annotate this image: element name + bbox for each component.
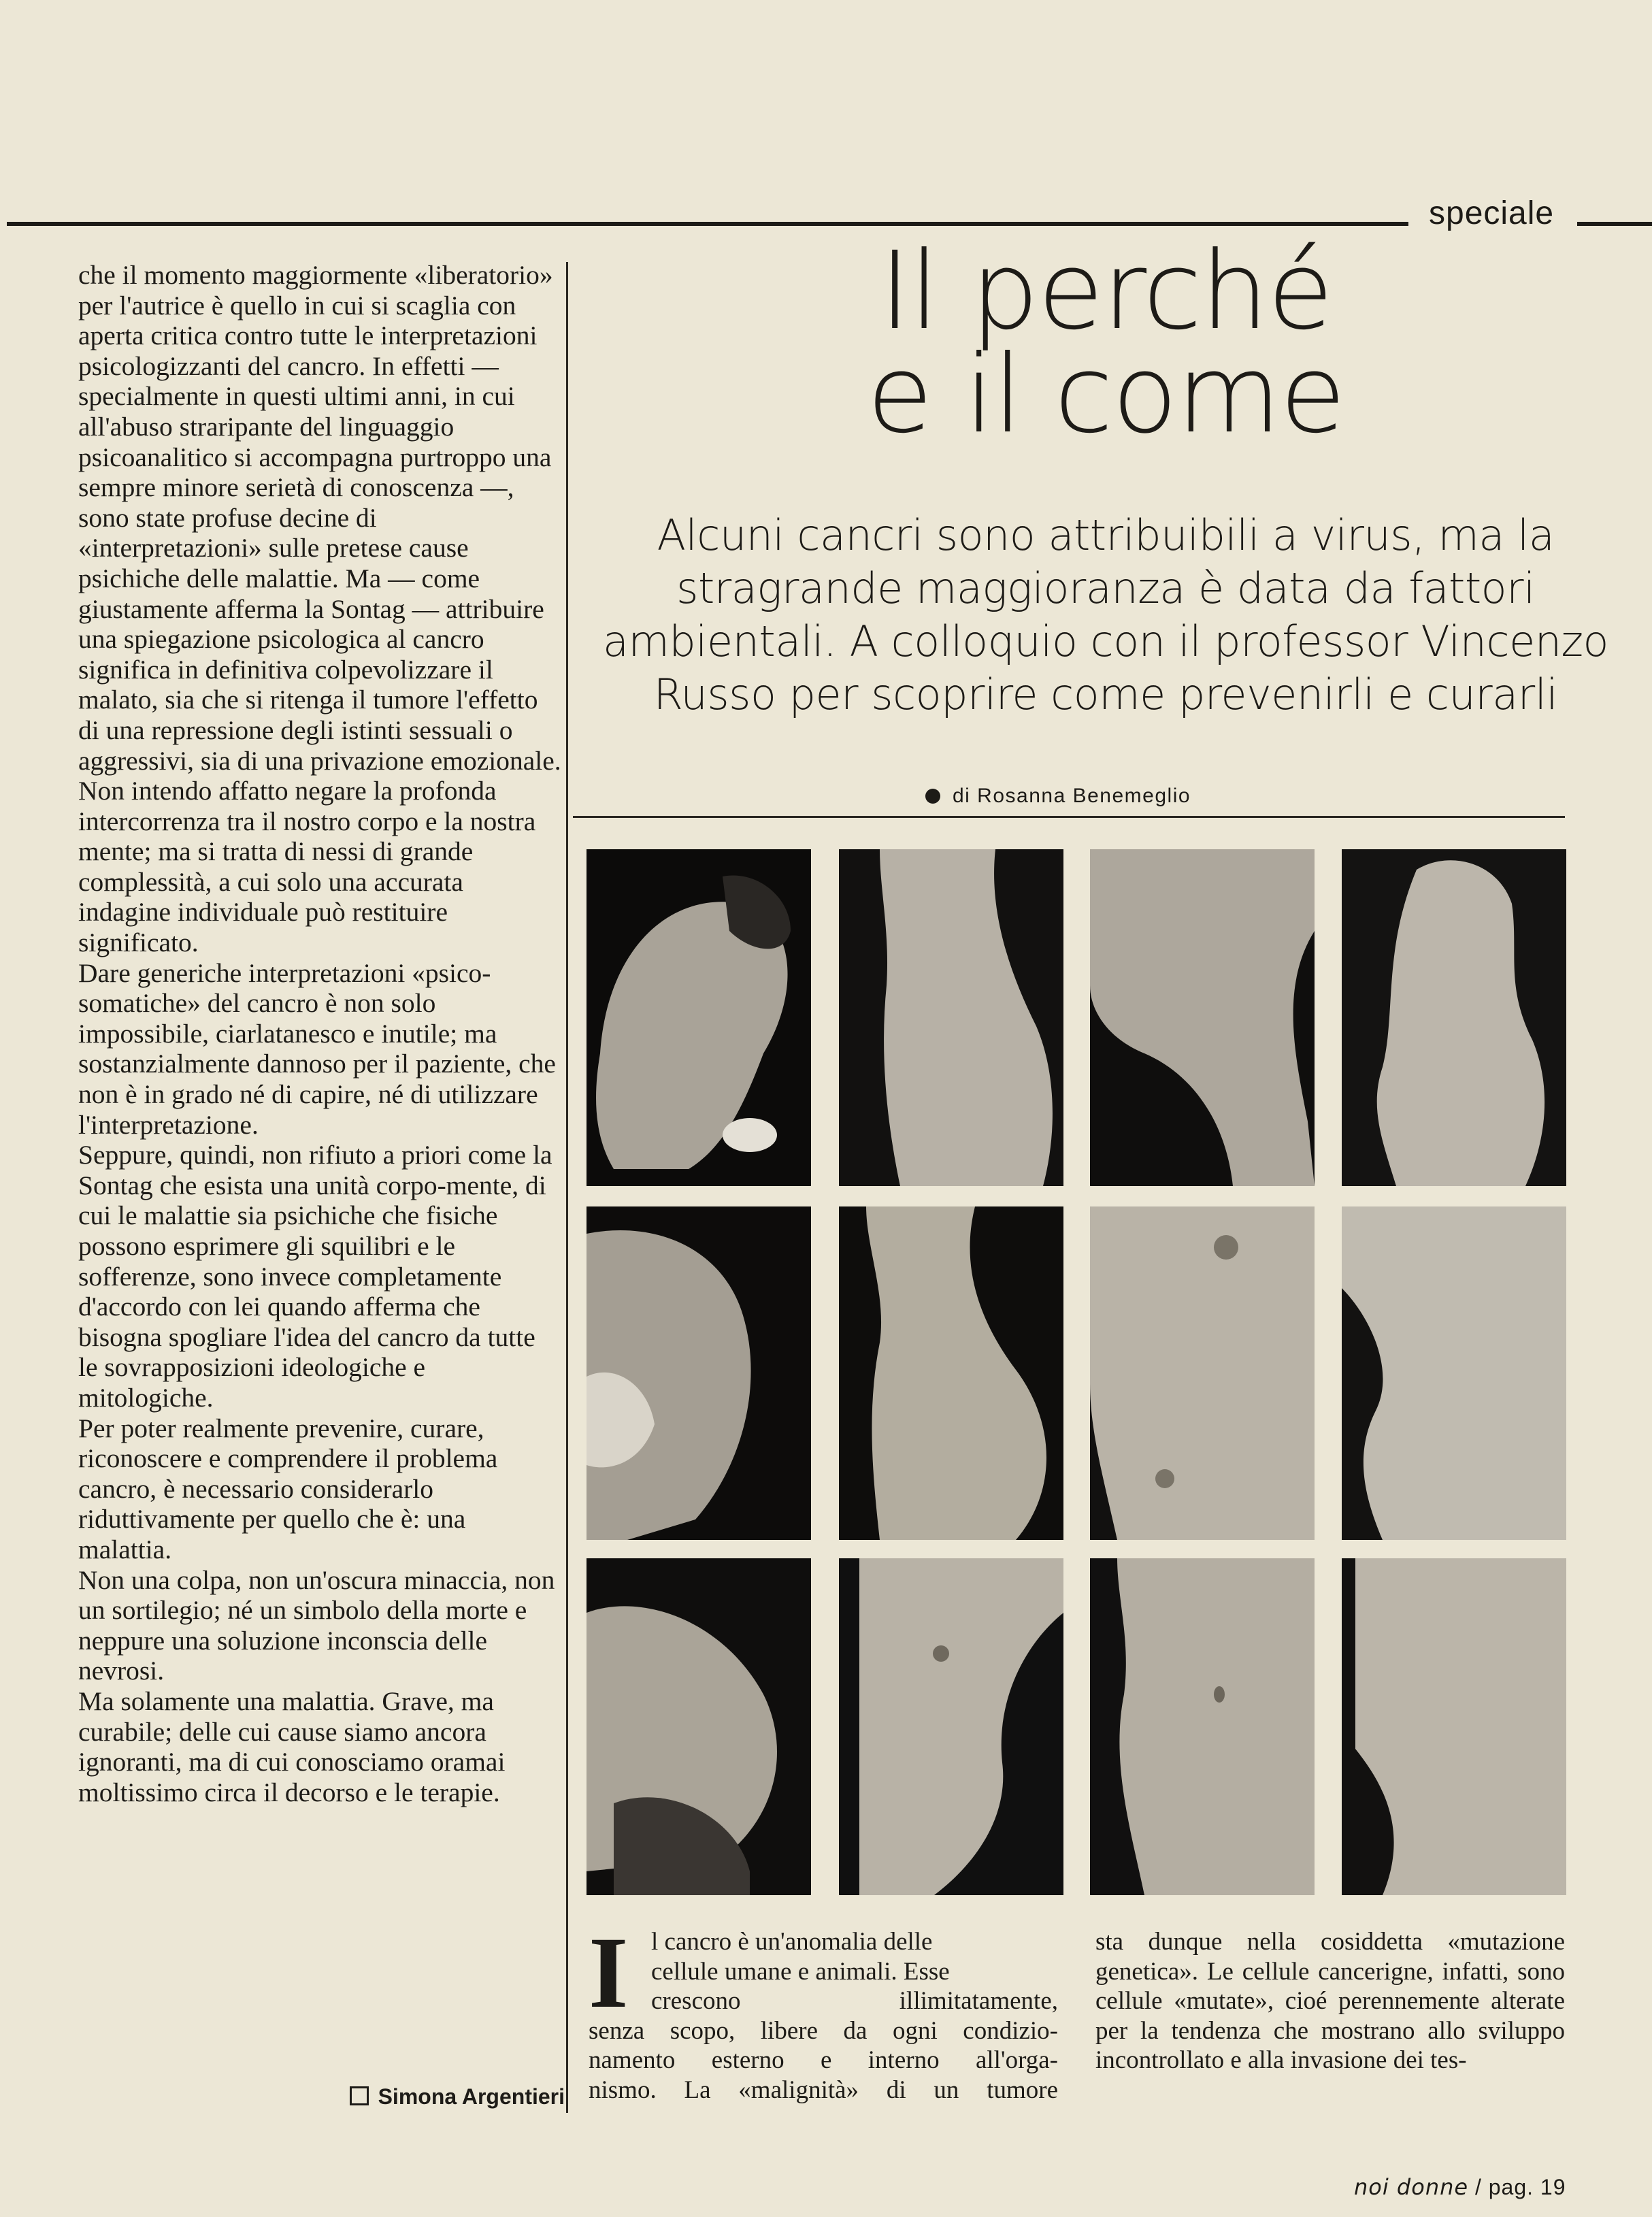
title-line-1: Il perché: [879, 229, 1332, 354]
paragraph: Ma solamente una malattia. Grave, ma curabile; delle cui cause siamo ancora ignoranti, ma di cui conosciamo oramai moltissimo circa il decorso e le terapie.: [78, 1686, 506, 1807]
photo-figure: [839, 849, 1063, 1186]
text-line: senza scopo, libere da ogni condizio-: [589, 2016, 1058, 2045]
article-subtitle: Alcuni cancri sono attribuibili a virus, ma la stragrande maggioranza è data da fattori ambientali. A colloquio con il professor Vincenzo Russo per scoprire come prevenirli e curarli: [602, 510, 1608, 719]
paragraph: Dare generiche interpretazioni «psico-somatiche» del cancro è non solo impossibile, ciarlatanesco e inutile; ma sostanzialmente dannoso per il paziente, che non è in grado né di capire, né di utilizzare l'interpretazione.: [78, 957, 556, 1140]
section-label: speciale: [1429, 195, 1555, 231]
left-column-text: [78, 260, 561, 1807]
byline-text: di Rosanna Benemeglio: [953, 785, 1191, 807]
text-line: cellule umane e animali. Esse: [651, 1957, 950, 1986]
header-rule-right: [1577, 222, 1652, 226]
photo-figure: [1090, 849, 1315, 1186]
page-footer: [1354, 2174, 1566, 2200]
photo-figure: [587, 1558, 811, 1895]
text-line: l cancro è un'anomalia delle: [651, 1928, 933, 1956]
photo-figure: [587, 1206, 811, 1540]
magazine-name: noi donne: [1354, 2174, 1469, 2200]
photo-figure: [1342, 1206, 1566, 1540]
photo-figure: [1342, 849, 1566, 1186]
paragraph: Per poter realmente prevenire, curare, riconoscere e comprendere il problema cancro, è necessario considerarlo riduttivamente per quello che è: una malattia.: [78, 1413, 498, 1564]
text-line: namento esterno e interno all'orga-: [589, 2046, 1058, 2074]
paragraph: che il momento maggiormente «liberatorio» per l'autrice è quello in cui si scaglia con aperta critica contro tutte le interpretazioni psicologizzanti del cancro. In effetti — specialmente in questi ultimi anni, in cui all'abuso straripante del linguaggio psicoanalitico si accompagna purtroppo una sempre minore serietà di conoscenza —, sono state profuse decine di «interpretazioni» sulle pretese cause psichiche delle malattie. Ma — come giustamente afferma la Sontag — attribuire una spiegazione psicologica al cancro significa in definitiva colpevolizzare il malato, sia che si ritenga il tumore l'effetto di una repressione degli istinti sessuali o aggressivi, sia di una privazione emozionale.: [78, 260, 561, 776]
photo-figure: [587, 849, 811, 1186]
bullet-icon: [925, 789, 940, 804]
paragraph: Non intendo affatto negare la profonda intercorrenza tra il nostro corpo e la nostra mente; ma si tratta di nessi di grande complessità, a cui solo una accurata indagine individuale può restituire significato.: [78, 776, 536, 958]
author-signature: [333, 2084, 565, 2109]
paragraph: Seppure, quindi, non rifiuto a priori come la Sontag che esista una unità corpo-mente, di cui le malattie sia psichiche che fisiche possono esprimere gli squilibri e le sofferenze, sono invece completamente d'accordo con lei quando afferma che bisogna spogliare l'idea del cancro da tutte le sovrapposizioni ideologiche e mitologiche.: [78, 1140, 552, 1413]
photo-figure: [1342, 1558, 1566, 1895]
photo-figure: [839, 1206, 1063, 1540]
text-line: crescono illimitatamente,: [651, 1987, 1058, 2015]
byline: [925, 785, 1191, 808]
title-line-2: e il come: [866, 332, 1345, 457]
column-divider: [566, 262, 568, 2113]
header-rule: [7, 222, 1408, 226]
article-column-1: [589, 1916, 1058, 2105]
dropcap: I: [589, 1916, 629, 2029]
photo-figure: [1090, 1558, 1315, 1895]
signature-name: Simona Argentieri: [378, 2084, 565, 2109]
photo-figure: [839, 1558, 1063, 1895]
photo-figure: [1090, 1206, 1315, 1540]
paragraph: Non una colpa, non un'oscura minaccia, non un sortilegio; né un simbolo della morte e neppure una soluzione inconscia delle nevrosi.: [78, 1564, 555, 1686]
byline-rule: [573, 816, 1565, 818]
square-icon: [350, 2086, 369, 2105]
page-number: / pag. 19: [1474, 2175, 1566, 2199]
article-column-2: sta dunque nella cosiddetta «mutazione genetica». Le cellule cancerigne, infatti, sono cellule «mutate», cioé perennemente alterate per la tendenza che mostrano allo sviluppo incontrollato e alla invasione dei tes-: [1095, 1928, 1565, 2074]
article-title: [585, 229, 1626, 457]
text-line: nismo. La «malignità» di un tumore: [589, 2075, 1058, 2104]
